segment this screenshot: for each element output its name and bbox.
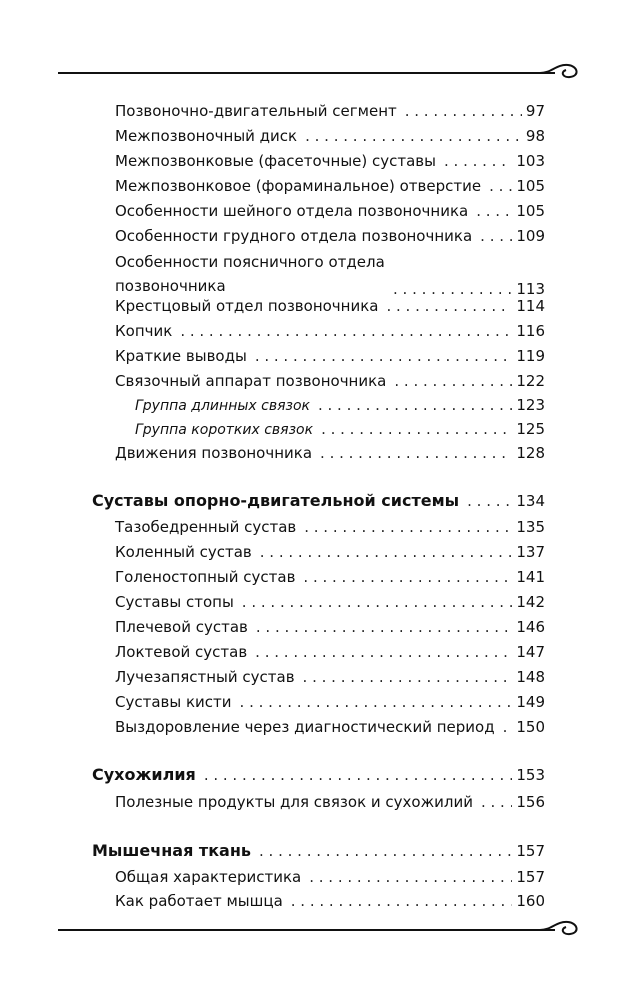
dot-leader	[467, 492, 512, 510]
toc-chapter-joints[interactable]	[92, 492, 545, 510]
dot-leader	[405, 102, 522, 120]
dot-leader	[321, 420, 512, 438]
toc-entry-title: Межпозвоночный диск	[115, 127, 298, 145]
dot-leader	[303, 568, 512, 586]
dot-leader	[481, 793, 512, 811]
dot-leader	[204, 766, 513, 784]
toc-entry-page: 114	[516, 297, 545, 315]
toc-subentry[interactable]	[135, 420, 545, 439]
toc-entry-title: Межпозвонковые (фасеточные) суставы	[115, 152, 436, 170]
toc-entry[interactable]	[115, 202, 545, 220]
toc-entry-title: Позвоночно-двигательный сегмент	[115, 102, 397, 120]
toc-entry[interactable]	[115, 347, 545, 365]
dot-leader	[180, 322, 512, 340]
toc-entry-page: 125	[516, 420, 545, 438]
dot-leader	[503, 718, 513, 736]
toc-subentry[interactable]	[135, 396, 545, 415]
toc-entry-title: Суставы кисти	[115, 693, 232, 711]
toc-entry-page: 105	[516, 202, 545, 220]
toc-entry[interactable]	[115, 322, 545, 340]
toc-entry-title: Группа коротких связок	[135, 422, 314, 438]
toc-entry-title: Суставы стопы	[115, 593, 234, 611]
toc-entry[interactable]	[115, 543, 545, 561]
toc-entry[interactable]	[115, 227, 545, 245]
toc-entry-page: 160	[516, 892, 545, 910]
toc-entry[interactable]	[115, 868, 545, 886]
toc-entry-title: Плечевой сустав	[115, 618, 248, 636]
toc-entry-page: 137	[516, 543, 545, 561]
toc-entry-page: 135	[516, 518, 545, 536]
toc-chapter-title: Мышечная ткань	[92, 841, 252, 860]
toc-entry-page: 123	[516, 396, 545, 414]
dot-leader	[476, 202, 512, 220]
dot-leader	[489, 177, 512, 195]
toc-entry-page: 150	[516, 718, 545, 736]
toc-entry-title: Краткие выводы	[115, 347, 247, 365]
dot-leader	[256, 618, 512, 636]
toc-entry[interactable]	[115, 793, 545, 811]
toc-chapter-muscle[interactable]	[92, 842, 545, 860]
toc-entry[interactable]	[115, 297, 545, 315]
dot-leader	[242, 593, 513, 611]
toc-entry-page: 119	[516, 347, 545, 365]
dot-leader	[393, 280, 512, 298]
toc-entry-title: Особенности шейного отдела позвоночника	[115, 202, 469, 220]
toc-entry-title: Тазобедренный сустав	[115, 518, 297, 536]
toc-chapter-title: Сухожилия	[92, 765, 196, 784]
dot-leader	[318, 396, 512, 414]
bottom-ornament-rule	[0, 916, 644, 946]
toc-entry-title: Лучезапястный сустав	[115, 668, 295, 686]
toc-entry[interactable]	[115, 568, 545, 586]
dot-leader	[240, 693, 513, 711]
toc-entry[interactable]	[115, 372, 545, 390]
toc-chapter-title: Суставы опорно-двигательной системы	[92, 491, 460, 510]
toc-entry-page: 103	[516, 152, 545, 170]
toc-entry[interactable]	[115, 618, 545, 636]
toc-entry-page: 146	[516, 618, 545, 636]
toc-entry-title: Как работает мышца	[115, 892, 283, 910]
dot-leader	[255, 643, 512, 661]
toc-entry-page: 105	[516, 177, 545, 195]
toc-entry-title: Голеностопный сустав	[115, 568, 296, 586]
toc-entry-title: Связочный аппарат позвоночника	[115, 372, 387, 390]
dot-leader	[303, 668, 513, 686]
toc-entry-page: 148	[516, 668, 545, 686]
toc-entry-page: 141	[516, 568, 545, 586]
toc-entry-page: 122	[516, 372, 545, 390]
toc-entry-page: 149	[516, 693, 545, 711]
toc-entry[interactable]	[115, 102, 545, 120]
toc-entry-title: Коленный сустав	[115, 543, 252, 561]
toc-entry-title: Крестцовый отдел позвоночника	[115, 297, 379, 315]
toc-entry-title: Межпозвонковое (фораминальное) отверстие	[115, 177, 482, 195]
dot-leader	[305, 127, 522, 145]
toc-entry[interactable]	[115, 693, 545, 711]
toc-entry[interactable]	[115, 892, 545, 910]
dot-leader	[394, 372, 512, 390]
dot-leader	[320, 444, 512, 462]
dot-leader	[480, 227, 512, 245]
toc-entry-page: 157	[516, 868, 545, 886]
toc-entry[interactable]	[115, 250, 545, 298]
toc-chapter-page: 153	[516, 766, 545, 784]
toc-entry-page: 128	[516, 444, 545, 462]
toc-entry-title: Движения позвоночника	[115, 444, 313, 462]
toc-entry-page: 98	[525, 127, 545, 145]
toc-entry[interactable]	[115, 718, 545, 736]
toc-entry-page: 109	[516, 227, 545, 245]
toc-entry-page: 142	[516, 593, 545, 611]
toc-entry-title: Особенности грудного отдела позвоночника	[115, 227, 473, 245]
toc-entry[interactable]	[115, 444, 545, 462]
dot-leader	[304, 518, 512, 536]
dot-leader	[444, 152, 512, 170]
toc-entry-title: Группа длинных связок	[135, 398, 310, 414]
toc-entry[interactable]	[115, 643, 545, 661]
toc-entry-title: Копчик	[115, 322, 173, 340]
toc-entry-title: Полезные продукты для связок и сухожилий	[115, 793, 473, 811]
toc-chapter-tendons[interactable]	[92, 766, 545, 784]
dot-leader	[291, 892, 513, 910]
toc-chapter-page: 134	[516, 492, 545, 510]
toc-entry-title: Особенности поясничного отдела позвоночника	[115, 253, 385, 295]
toc-entry[interactable]	[115, 152, 545, 170]
toc-entry-title: Локтевой сустав	[115, 643, 248, 661]
toc-entry[interactable]	[115, 177, 545, 195]
toc-entry-title: Выздоровление через диагностический период	[115, 718, 495, 736]
toc-chapter-page: 157	[516, 842, 545, 860]
toc-entry-page: 147	[516, 643, 545, 661]
toc-entry-page: 97	[525, 102, 545, 120]
dot-leader	[255, 347, 513, 365]
toc-entry[interactable]	[115, 668, 545, 686]
dot-leader	[260, 543, 513, 561]
toc-entry[interactable]	[115, 518, 545, 536]
toc-entry[interactable]	[115, 127, 545, 145]
toc-entry-title: Общая характеристика	[115, 868, 302, 886]
dot-leader	[386, 297, 512, 315]
toc-entry-page: 116	[516, 322, 545, 340]
dot-leader	[259, 842, 512, 860]
toc-entry-page: 113	[516, 280, 545, 298]
toc-entry-page: 156	[516, 793, 545, 811]
dot-leader	[309, 868, 512, 886]
toc-entry[interactable]	[115, 593, 545, 611]
